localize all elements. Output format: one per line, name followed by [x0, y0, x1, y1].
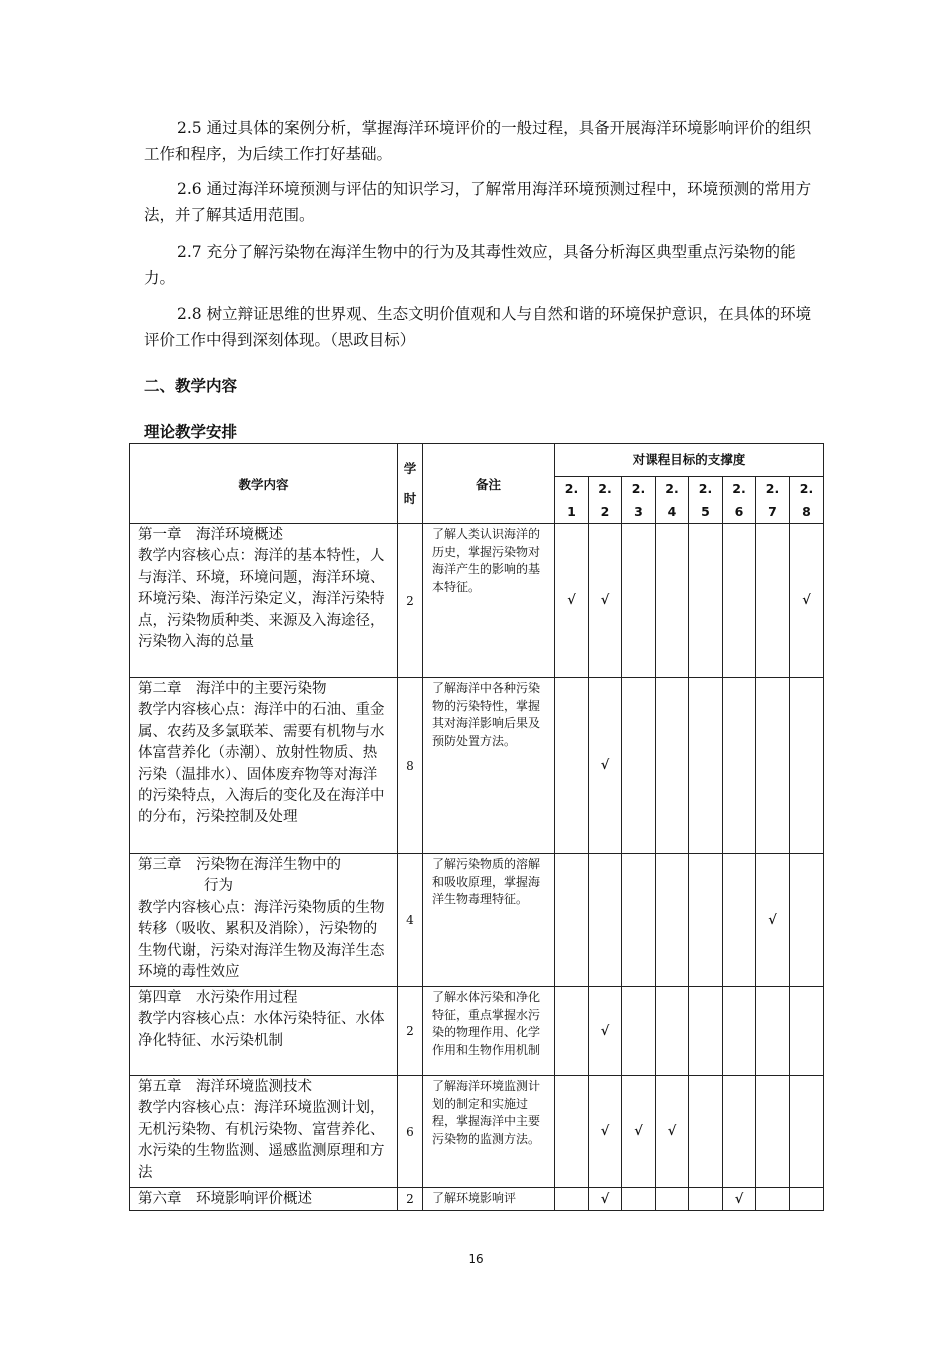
empty-goal-cell [723, 987, 756, 1076]
chapter-title: 第五章 海洋环境监测技术 [138, 1079, 312, 1095]
page-number: 16 [468, 1252, 484, 1266]
hours-cell: 2 [398, 524, 423, 678]
chapter-title: 第三章 污染物在海洋生物中的 [138, 857, 341, 873]
check-mark: √ [589, 1188, 622, 1211]
header-goal: 2. 3 [622, 477, 656, 524]
chapter-core-points: 教学内容核心点：海洋污染物质的生物转移（吸收、累积及消除），污染物的生物代谢，污染对海洋生物及海洋生态环境的毒性效应 [138, 899, 385, 981]
empty-goal-cell [756, 524, 790, 678]
note-cell: 了解环境影响评 [423, 1188, 555, 1211]
header-goal: 2. 6 [723, 477, 756, 524]
table-row [130, 987, 824, 1076]
table-row [130, 1076, 824, 1188]
empty-goal-cell [723, 678, 756, 854]
header-support: 对课程目标的支撑度 [555, 444, 824, 477]
content-cell [130, 1188, 398, 1211]
empty-goal-cell [723, 524, 756, 678]
header-goal: 2. 8 [790, 477, 824, 524]
content-cell [130, 678, 398, 854]
section-heading: 二、教学内容 [144, 377, 238, 395]
table-row [130, 524, 824, 678]
paragraph-2-7: 2.7 充分了解污染物在海洋生物中的行为及其毒性效应，具备分析海区典型重点污染物的能力。 [144, 243, 796, 287]
paragraph-2-8: 2.8 树立辩证思维的世界观、生态文明价值观和人与自然和谐的环境保护意识，在具体的环境评价工作中得到深刻体现。（思政目标） [144, 305, 812, 349]
empty-goal-cell [656, 854, 689, 987]
empty-goal-cell [622, 678, 656, 854]
sub-heading: 理论教学安排 [144, 423, 238, 441]
chapter-core-points: 教学内容核心点：海洋环境监测计划，无机污染物、有机污染物、富营养化、水污染的生物监测、遥感监测原理和方法 [138, 1100, 385, 1181]
empty-goal-cell [622, 1188, 656, 1211]
check-mark: √ [589, 678, 622, 854]
header-hours: 学时 [398, 444, 423, 524]
table-row [130, 1188, 824, 1211]
note-cell: 了解水体污染和净化特征，重点掌握水污染的物理作用、化学作用和生物作用机制 [423, 987, 555, 1076]
table-header-row [130, 444, 824, 477]
note-cell: 了解污染物质的溶解和吸收原理，掌握海洋生物毒理特征。 [423, 854, 555, 987]
empty-goal-cell [656, 1188, 689, 1211]
empty-goal-cell [689, 987, 723, 1076]
chapter-title: 第六章 环境影响评价概述 [138, 1191, 312, 1207]
note-cell: 了解海洋环境监测计划的制定和实施过程，掌握海洋中主要污染物的监测方法。 [423, 1076, 555, 1188]
chapter-core-points: 教学内容核心点：海洋的基本特性，人与海洋、环境，环境问题，海洋环境、环境污染、海洋污染定义，海洋污染特点，污染物质种类、来源及入海途径，污染物入海的总量 [138, 548, 385, 651]
empty-goal-cell [689, 678, 723, 854]
empty-goal-cell [756, 1188, 790, 1211]
empty-goal-cell [790, 854, 824, 987]
check-mark: √ [756, 854, 790, 987]
empty-goal-cell [555, 987, 589, 1076]
hours-cell: 6 [398, 1076, 423, 1188]
check-mark: √ [790, 524, 824, 678]
content-cell [130, 854, 398, 987]
content-cell [130, 987, 398, 1076]
empty-goal-cell [622, 854, 656, 987]
empty-goal-cell [790, 1076, 824, 1188]
table-row [130, 854, 824, 987]
content-cell [130, 1076, 398, 1188]
empty-goal-cell [689, 1188, 723, 1211]
chapter-title: 第四章 水污染作用过程 [138, 990, 298, 1006]
empty-goal-cell [756, 987, 790, 1076]
hours-cell: 2 [398, 1188, 423, 1211]
header-goal: 2. 1 [555, 477, 589, 524]
empty-goal-cell [555, 854, 589, 987]
header-goal: 2. 5 [689, 477, 723, 524]
empty-goal-cell [622, 524, 656, 678]
empty-goal-cell [656, 987, 689, 1076]
check-mark: √ [622, 1076, 656, 1188]
note-cell: 了解人类认识海洋的历史，掌握污染物对海洋产生的影响的基本特征。 [423, 524, 555, 678]
table-row [130, 678, 824, 854]
empty-goal-cell [656, 678, 689, 854]
paragraph-2-5: 2.5 通过具体的案例分析，掌握海洋环境评价的一般过程，具备开展海洋环境影响评价的组织工作和程序，为后续工作打好基础。 [144, 119, 812, 163]
header-content: 教学内容 [130, 444, 398, 524]
empty-goal-cell [723, 1076, 756, 1188]
empty-goal-cell [555, 1188, 589, 1211]
check-mark: √ [656, 1076, 689, 1188]
empty-goal-cell [723, 854, 756, 987]
empty-goal-cell [689, 524, 723, 678]
empty-goal-cell [790, 1188, 824, 1211]
empty-goal-cell [790, 678, 824, 854]
header-goal: 2. 7 [756, 477, 790, 524]
hours-cell: 2 [398, 987, 423, 1076]
chapter-title-continued: 行为 [204, 878, 233, 895]
empty-goal-cell [756, 1076, 790, 1188]
check-mark: √ [589, 1076, 622, 1188]
header-goal: 2. 2 [589, 477, 622, 524]
empty-goal-cell [756, 678, 790, 854]
chapter-core-points: 教学内容核心点：海洋中的石油、重金属、农药及多氯联苯、需要有机物与水体富营养化（赤潮）、放射性物质、热污染（温排水）、固体废弃物等对海洋的污染特点，入海后的变化及在海洋中的分布，污染控制及处理 [138, 702, 385, 826]
empty-goal-cell [790, 987, 824, 1076]
empty-goal-cell [589, 854, 622, 987]
check-mark: √ [589, 987, 622, 1076]
paragraph-2-6: 2.6 通过海洋环境预测与评估的知识学习，了解常用海洋环境预测过程中，环境预测的常用方法，并了解其适用范围。 [144, 180, 812, 224]
empty-goal-cell [656, 524, 689, 678]
empty-goal-cell [689, 1076, 723, 1188]
check-mark: √ [589, 524, 622, 678]
hours-cell: 8 [398, 678, 423, 854]
hours-cell: 4 [398, 854, 423, 987]
chapter-title: 第一章 海洋环境概述 [138, 527, 283, 543]
chapter-core-points: 教学内容核心点：水体污染特征、水体净化特征、水污染机制 [138, 1011, 385, 1049]
content-cell [130, 524, 398, 678]
empty-goal-cell [689, 854, 723, 987]
empty-goal-cell [555, 678, 589, 854]
header-goal: 2. 4 [656, 477, 689, 524]
check-mark: √ [555, 524, 589, 678]
empty-goal-cell [555, 1076, 589, 1188]
header-note: 备注 [423, 444, 555, 524]
empty-goal-cell [622, 987, 656, 1076]
note-cell: 了解海洋中各种污染物的污染特性，掌握其对海洋影响后果及预防处置方法。 [423, 678, 555, 854]
teaching-schedule-table [129, 443, 824, 1211]
check-mark: √ [723, 1188, 756, 1211]
chapter-title: 第二章 海洋中的主要污染物 [138, 681, 327, 697]
